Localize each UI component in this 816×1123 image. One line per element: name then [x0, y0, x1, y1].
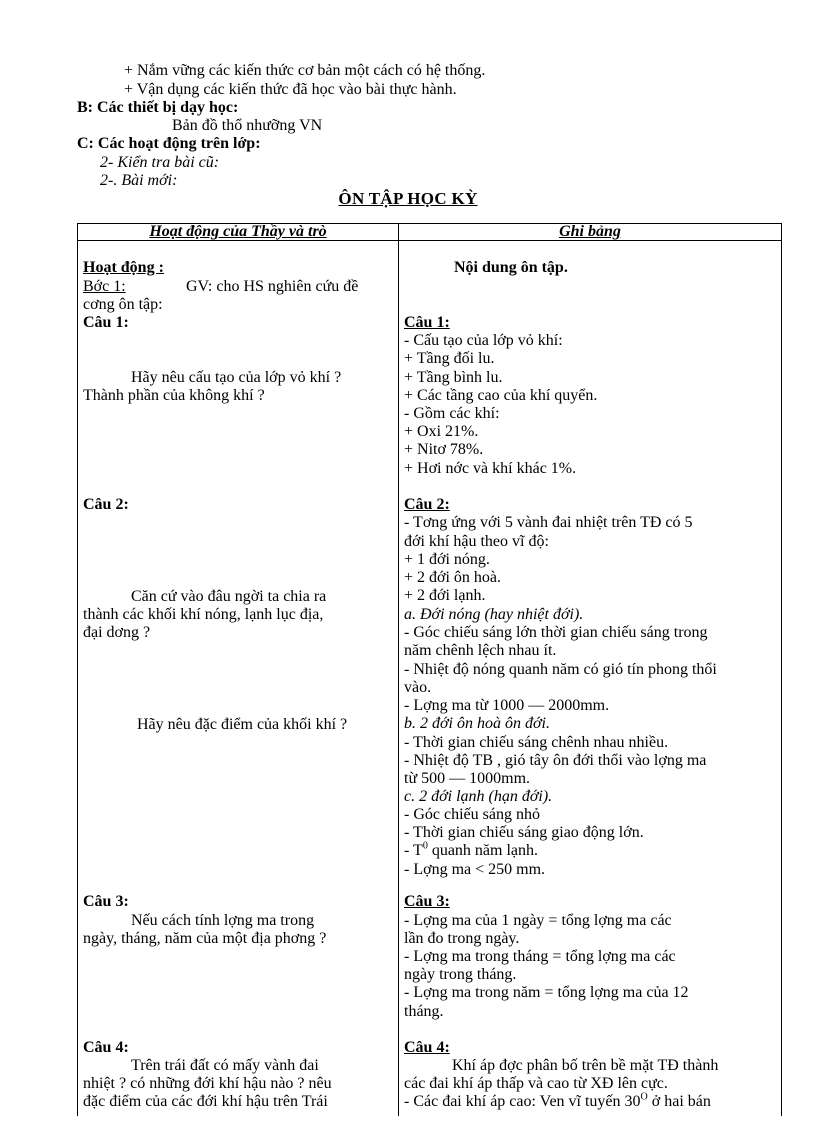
equipment-text: Bản đồ thổ nhưỡng VN [172, 117, 323, 134]
q2-label: Câu 2: [83, 496, 129, 513]
section-b-heading: B: Các thiết bị dạy học: [77, 99, 239, 116]
c2-line-17: - Lợng ma < 250 mm. [404, 861, 546, 878]
c3-line-5: - Lợng ma trong năm = tổng lợng ma của 12 [404, 984, 689, 1001]
c3-line-2: lần đo trong ngày. [404, 930, 520, 947]
c2-label: Câu 2: [404, 496, 450, 513]
header-board: Ghi bảng [399, 224, 782, 241]
c2-line-2: đới khí hậu theo vĩ độ: [404, 533, 549, 550]
c2-line-7: năm chênh lệch nhau ít. [404, 642, 557, 659]
c2-line-13: từ 500 — 1000mm. [404, 770, 531, 787]
c2-line-8: - Nhiệt độ nóng quanh năm có gió tín phong thổi [404, 661, 717, 678]
c2-line-16-pre: - T [404, 842, 423, 859]
q3-text-a: Nếu cách tính lợng ma trong [131, 912, 315, 929]
c2-subheading-c: c. 2 đới lạnh (hạn đới). [404, 788, 553, 805]
step-new-lesson: 2-. Bài mới: [100, 172, 178, 189]
objective-line-1: + Nắm vững các kiến thức cơ bản một cách có hệ thống. [124, 62, 486, 79]
q1-text-a: Hãy nêu cấu tạo của lớp vỏ khí ? [131, 369, 342, 386]
step-text-b: cơng ôn tập: [83, 296, 163, 313]
c3-label: Câu 3: [404, 893, 450, 910]
c4-line-3-pre: - Các đai khí áp cao: Ven vĩ tuyến 30 [404, 1093, 641, 1110]
c1-line-1: - Cấu tạo của lớp vỏ khí: [404, 332, 563, 349]
c2-line-9: vào. [404, 679, 432, 696]
left-column [78, 241, 399, 1117]
c1-line-4: + Các tầng cao của khí quyển. [404, 387, 598, 404]
c1-line-2: + Tầng đối lu. [404, 350, 495, 367]
c2-line-16-post: quanh năm lạnh. [427, 842, 539, 859]
c2-line-10: - Lợng ma từ 1000 — 2000mm. [404, 697, 610, 714]
q4-text-b: nhiệt ? có những đới khí hậu nào ? nêu [83, 1075, 332, 1092]
c4-line-2: các đai khí áp thấp và cao từ XĐ lên cực. [404, 1075, 668, 1092]
step-text-a: GV: cho HS nghiên cứu đề [186, 278, 359, 295]
c1-line-3: + Tầng bình lu. [404, 369, 503, 386]
c2-line-14: - Góc chiếu sáng nhỏ [404, 806, 540, 823]
c3-line-6: tháng. [404, 1003, 444, 1020]
c1-line-8: + Hơi nớc và khí khác 1%. [404, 460, 577, 477]
q2-text-d: Hãy nêu đặc điểm của khối khí ? [137, 716, 348, 733]
c1-line-5: - Gồm các khí: [404, 405, 500, 422]
header-activities: Hoạt động của Thầy và trò [78, 224, 399, 241]
c1-label: Câu 1: [404, 314, 450, 331]
q4-text-a: Trên trái đất có mấy vành đai [131, 1057, 319, 1074]
c3-line-4: ngày trong tháng. [404, 966, 517, 983]
q2-text-c: đại dơng ? [83, 624, 151, 641]
c2-line-15: - Thời gian chiếu sáng giao động lớn. [404, 824, 644, 841]
q2-text-a: Căn cứ vào đâu ngời ta chia ra [131, 588, 327, 605]
c2-line-12: - Nhiệt độ TB , gió tây ôn đới thổi vào lợng ma [404, 752, 707, 769]
section-c-heading: C: Các hoạt động trên lớp: [77, 135, 261, 152]
c4-line-3 [404, 1093, 711, 1111]
page-title: ÔN TẬP HỌC KỲ [338, 189, 478, 208]
c4-line-3-post: ở hai bán [647, 1093, 711, 1110]
content-heading: Nội dung ôn tập. [454, 259, 568, 276]
c1-line-7: + Nitơ 78%. [404, 441, 484, 458]
activity-heading: Hoạt động : [83, 259, 164, 276]
c2-subheading-a: a. Đới nóng (hay nhiệt đới). [404, 606, 584, 623]
c2-line-3: + 1 đới nóng. [404, 551, 490, 568]
c4-line-1: Khí áp đợc phân bố trên bề mặt TĐ thành [452, 1057, 719, 1074]
degree-superscript: 0 [422, 840, 428, 852]
c2-line-6: - Góc chiếu sáng lớn thời gian chiếu sáng trong [404, 624, 708, 641]
c2-line-1: - Tơng ứng với 5 vành đai nhiệt trên TĐ có 5 [404, 514, 693, 531]
c2-line-4: + 2 đới ôn hoà. [404, 569, 502, 586]
degree-superscript: O [640, 1091, 648, 1103]
q1-text-b: Thành phần của không khí ? [83, 387, 265, 404]
q3-label: Câu 3: [83, 893, 129, 910]
step-old-lesson: 2- Kiển tra bài cũ: [100, 154, 220, 171]
step-label: Bớc 1: [83, 278, 126, 295]
objective-line-2: + Vận dụng các kiến thức đã học vào bài thực hành. [124, 81, 457, 98]
c2-subheading-b: b. 2 đới ôn hoà ôn đới. [404, 715, 550, 732]
c2-line-5: + 2 đới lạnh. [404, 587, 486, 604]
q3-text-b: ngày, tháng, năm của một địa phơng ? [83, 930, 327, 947]
c2-line-11: - Thời gian chiếu sáng chênh nhau nhiều. [404, 734, 669, 751]
c4-label: Câu 4: [404, 1039, 450, 1056]
right-column [399, 241, 782, 1117]
lesson-table [77, 223, 782, 1116]
q4-text-c: đặc điểm của các đới khí hậu trên Trái [83, 1093, 328, 1110]
c1-line-6: + Oxi 21%. [404, 423, 479, 440]
c3-line-1: - Lợng ma của 1 ngày = tổng lợng ma các [404, 912, 672, 929]
q1-label: Câu 1: [83, 314, 129, 331]
c3-line-3: - Lợng ma trong tháng = tổng lợng ma các [404, 948, 676, 965]
q4-label: Câu 4: [83, 1039, 129, 1056]
q2-text-b: thành các khối khí nóng, lạnh lục địa, [83, 606, 324, 623]
c2-line-16 [404, 842, 538, 860]
